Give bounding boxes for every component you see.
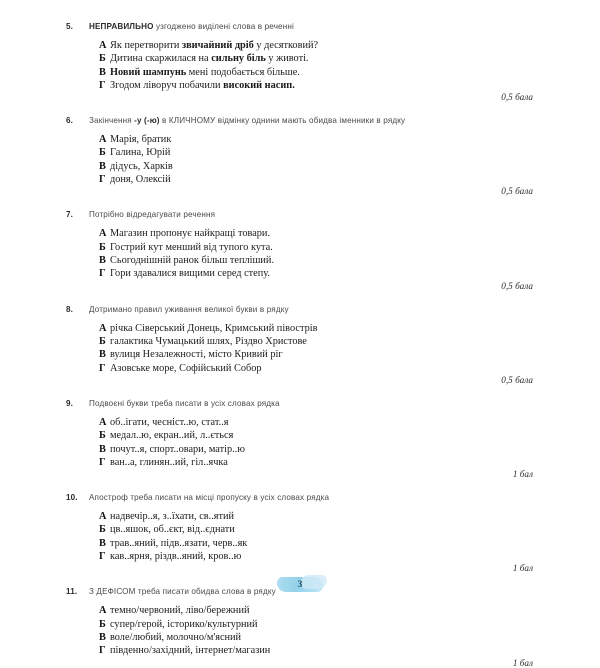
option-letter: В [99,160,106,172]
question-heading [66,210,534,221]
option-text: Згодом ліворуч побачили високий насип. [110,79,295,91]
option-text: вулиця Незалежності, місто Кривий ріг [110,349,283,361]
question-stem: Дотримано правил уживання великої букви в рядку [89,304,289,314]
option-letter: В [99,537,106,549]
option-letter: Г [99,362,106,374]
question-block [66,493,534,573]
question-heading [66,22,534,33]
option-item[interactable] [99,523,534,536]
option-item[interactable] [99,550,534,563]
option-text: кав..ярня, різдв..яний, кров..ю [110,551,242,563]
option-item[interactable] [99,644,534,657]
question-score: 1 бал [512,657,533,668]
option-letter: Г [99,268,106,280]
option-text: трав..яний, підв..язати, черв..як [110,537,248,549]
option-letter: А [99,134,107,146]
page-footer [0,577,600,592]
option-text: супер/герой, історико/культурний [110,618,258,630]
option-item[interactable] [99,66,534,79]
option-text: почут..я, спорт..овари, матір..ю [110,443,245,455]
option-letter: Г [99,174,106,186]
option-text: медал..ю, екран..ий, л..ється [110,430,234,442]
question-score: 0,5 бала [501,92,533,103]
option-text: доня, Олексій [110,174,171,186]
option-text: ван..а, глинян..ий, гіл..ячка [110,456,228,468]
option-text: Магазин пропонує найкращі товари. [110,228,271,240]
page-number-text: 3 [297,579,303,590]
questions-list [66,22,534,668]
option-item[interactable] [99,456,534,469]
option-item[interactable] [99,39,534,52]
question-block [66,587,534,667]
question-stem: Подвоєні букви треба писати в усіх словах рядка [89,398,280,408]
question-heading [66,493,534,504]
option-letter: Г [99,456,106,468]
option-letter: Г [99,645,106,657]
question-block [66,22,534,102]
option-letter: Б [99,147,106,159]
question-score: 1 бал [512,469,533,480]
option-text: річка Сіверський Донець, Кримський півострів [110,322,318,334]
option-item[interactable] [99,160,534,173]
option-letter: Б [99,241,106,253]
option-text: Гострий кут менший від тупого кута. [110,241,273,253]
option-item[interactable] [99,241,534,254]
page-badge-shape-accent [301,575,327,589]
option-letter: А [99,228,107,240]
option-item[interactable] [99,173,534,186]
question-number: 10. [66,493,78,503]
question-score: 0,5 бала [501,186,533,197]
option-list [66,39,534,92]
option-letter: Б [99,335,106,347]
option-text: Дитина скаржилася на сильну біль у животі. [110,53,309,65]
option-item[interactable] [99,79,534,92]
question-stem: НЕПРАВИЛЬНО узгоджено виділені слова в реченні [89,22,294,31]
option-letter: Г [99,551,106,563]
option-text: Галина, Юрій [110,147,171,159]
option-text: об..ігати, чесніст..ю, стат..я [110,416,229,428]
option-text: Гори здавалися вищими серед степу. [110,268,270,280]
option-list [66,604,534,657]
option-text: воле/любий, молочно/м'ясний [110,631,242,643]
option-text: дідусь, Харків [110,160,173,172]
option-letter: В [99,255,106,267]
option-text: Як перетворити звичайний дріб у десятковий? [110,39,319,51]
option-text: темно/червоний, ліво/бережний [110,605,250,617]
option-letter: В [99,349,106,361]
option-letter: А [99,39,107,51]
question-number: 7. [66,210,74,220]
option-letter: Б [99,524,106,536]
question-heading [66,116,534,127]
option-text: галактика Чумацький шлях, Різдво Христове [110,335,307,347]
option-item[interactable] [99,416,534,429]
question-stem: З ДЕФІСОМ треба писати обидва слова в рядку [89,587,276,597]
option-item[interactable] [99,146,534,159]
option-text: Марія, братик [110,134,172,146]
option-item[interactable] [99,604,534,617]
question-score: 1 бал [512,563,533,574]
option-item[interactable] [99,322,534,335]
question-score: 0,5 бала [501,374,533,385]
option-text: Сьогоднішній ранок більш тепліший. [110,255,275,267]
option-letter: А [99,605,107,617]
question-heading [66,305,534,316]
option-item[interactable] [99,52,534,65]
option-letter: В [99,443,106,455]
option-letter: А [99,322,107,334]
question-number: 5. [66,22,74,31]
option-text: цв..яшок, об..єкт, від..єднати [110,524,235,536]
option-list [66,322,534,375]
option-item[interactable] [99,348,534,361]
option-letter: В [99,66,106,78]
option-item[interactable] [99,335,534,348]
option-item[interactable] [99,443,534,456]
option-item[interactable] [99,133,534,146]
question-number: 8. [66,304,74,314]
option-letter: Г [99,79,106,91]
question-number: 9. [66,398,74,408]
option-text: Новий шампунь мені подобається більше. [110,66,300,78]
option-text: південно/західний, інтернет/магазин [110,645,271,657]
option-letter: А [99,416,107,428]
question-number: 11. [66,587,78,597]
option-letter: В [99,631,106,643]
question-heading [66,399,534,410]
option-letter: Б [99,53,106,65]
option-item[interactable] [99,618,534,631]
question-stem: Потрібно відредагувати речення [89,210,216,220]
option-item[interactable] [99,510,534,523]
option-item[interactable] [99,537,534,550]
question-stem: Закінчення -у (-ю) в КЛИЧНОМУ відмінку однини мають обидва іменники в рядку [89,116,406,126]
question-stem: Апостроф треба писати на місці пропуску в усіх словах рядка [89,493,330,503]
option-item[interactable] [99,631,534,644]
question-number: 6. [66,116,74,126]
page-number-badge [277,577,323,592]
option-list [66,227,534,280]
option-item[interactable] [99,254,534,267]
option-item[interactable] [99,362,534,375]
option-item[interactable] [99,227,534,240]
option-letter: Б [99,430,106,442]
option-item[interactable] [99,429,534,442]
option-list [66,510,534,563]
question-block [66,210,534,290]
option-text: Азовське море, Софійський Собор [110,362,262,374]
question-block [66,116,534,196]
option-list [66,416,534,469]
option-letter: А [99,511,107,523]
option-text: надвечір..я, з..їхати, св..ятий [110,511,235,523]
option-item[interactable] [99,267,534,280]
question-block [66,305,534,385]
option-list [66,133,534,186]
question-score: 0,5 бала [501,280,533,291]
option-letter: Б [99,618,106,630]
question-block [66,399,534,479]
